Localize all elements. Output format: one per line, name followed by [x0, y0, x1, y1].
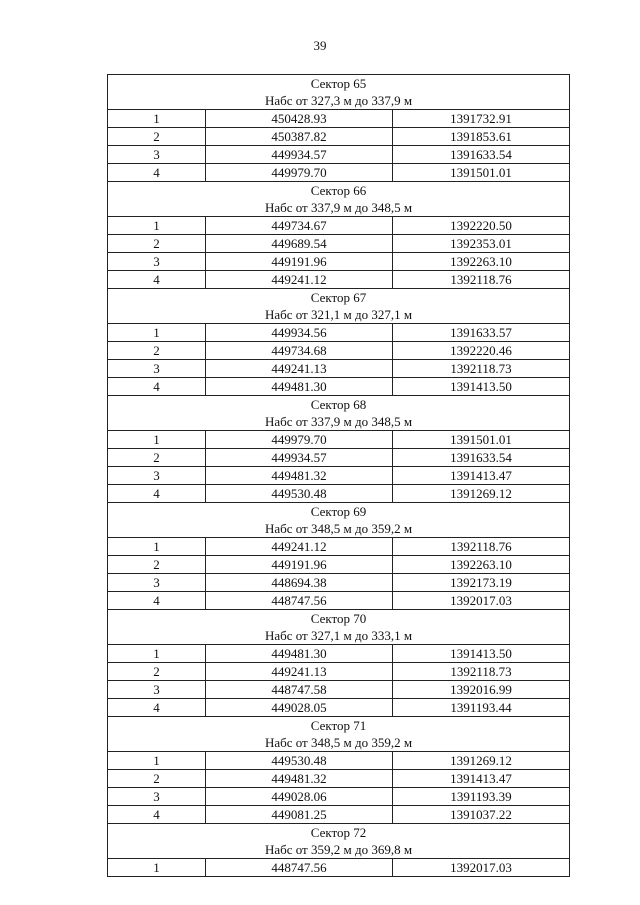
- sector-title: Сектор 67: [310, 290, 367, 305]
- sector-header-row: [108, 396, 570, 431]
- point-number-cell: 2: [108, 128, 206, 146]
- sector-range: Набс от 348,5 м до 359,2 м: [264, 521, 413, 536]
- x-coordinate-cell: 449934.57: [206, 449, 393, 467]
- y-coordinate-cell: 1392016.99: [393, 681, 570, 699]
- table-row: [108, 342, 570, 360]
- x-coordinate-cell: 449934.57: [206, 146, 393, 164]
- sector-header: [108, 610, 570, 645]
- y-coordinate-cell: 1391269.12: [393, 752, 570, 770]
- x-coordinate-cell: 449481.30: [206, 645, 393, 663]
- point-number-cell: 3: [108, 253, 206, 271]
- table-row: [108, 164, 570, 182]
- table-row: [108, 485, 570, 503]
- x-coordinate-cell: 448747.56: [206, 592, 393, 610]
- table-row: [108, 645, 570, 663]
- sector-title: Сектор 66: [310, 183, 367, 198]
- table-row: [108, 217, 570, 235]
- sector-range: Набс от 337,9 м до 348,5 м: [264, 414, 413, 429]
- x-coordinate-cell: 449530.48: [206, 752, 393, 770]
- y-coordinate-cell: 1391037.22: [393, 806, 570, 824]
- x-coordinate-cell: 448747.56: [206, 859, 393, 877]
- y-coordinate-cell: 1392118.73: [393, 663, 570, 681]
- sector-header: [108, 717, 570, 752]
- table-row: [108, 146, 570, 164]
- y-coordinate-cell: 1392220.50: [393, 217, 570, 235]
- sector-header: [108, 182, 570, 217]
- x-coordinate-cell: 449241.13: [206, 360, 393, 378]
- table-row: [108, 663, 570, 681]
- x-coordinate-cell: 449241.12: [206, 271, 393, 289]
- y-coordinate-cell: 1392017.03: [393, 859, 570, 877]
- point-number-cell: 3: [108, 146, 206, 164]
- page-number: 39: [313, 38, 327, 53]
- x-coordinate-cell: 449934.56: [206, 324, 393, 342]
- point-number-cell: 1: [108, 217, 206, 235]
- y-coordinate-cell: 1392118.73: [393, 360, 570, 378]
- x-coordinate-cell: 449191.96: [206, 253, 393, 271]
- table-row: [108, 235, 570, 253]
- point-number-cell: 1: [108, 859, 206, 877]
- x-coordinate-cell: 448694.38: [206, 574, 393, 592]
- point-number-cell: 3: [108, 574, 206, 592]
- x-coordinate-cell: 449191.96: [206, 556, 393, 574]
- point-number-cell: 3: [108, 467, 206, 485]
- y-coordinate-cell: 1391413.50: [393, 378, 570, 396]
- sector-title: Сектор 71: [310, 718, 367, 733]
- y-coordinate-cell: 1392118.76: [393, 538, 570, 556]
- sector-range: Набс от 359,2 м до 369,8 м: [264, 842, 413, 857]
- table-row: [108, 681, 570, 699]
- y-coordinate-cell: 1391193.39: [393, 788, 570, 806]
- point-number-cell: 4: [108, 164, 206, 182]
- table-row: [108, 770, 570, 788]
- table-row: [108, 752, 570, 770]
- y-coordinate-cell: 1391269.12: [393, 485, 570, 503]
- point-number-cell: 1: [108, 752, 206, 770]
- coordinates-table-body: [108, 75, 570, 877]
- sector-title: Сектор 69: [310, 504, 367, 519]
- sector-header-row: [108, 75, 570, 110]
- y-coordinate-cell: 1392220.46: [393, 342, 570, 360]
- point-number-cell: 1: [108, 538, 206, 556]
- point-number-cell: 3: [108, 360, 206, 378]
- point-number-cell: 1: [108, 324, 206, 342]
- x-coordinate-cell: 449481.32: [206, 770, 393, 788]
- sector-header: [108, 824, 570, 859]
- sector-title: Сектор 70: [310, 611, 367, 626]
- y-coordinate-cell: 1392173.19: [393, 574, 570, 592]
- y-coordinate-cell: 1391501.01: [393, 164, 570, 182]
- x-coordinate-cell: 450387.82: [206, 128, 393, 146]
- table-row: [108, 806, 570, 824]
- x-coordinate-cell: 450428.93: [206, 110, 393, 128]
- point-number-cell: 1: [108, 431, 206, 449]
- x-coordinate-cell: 448747.58: [206, 681, 393, 699]
- sector-range: Набс от 321,1 м до 327,1 м: [264, 307, 413, 322]
- table-row: [108, 538, 570, 556]
- point-number-cell: 4: [108, 271, 206, 289]
- sector-range: Набс от 327,3 м до 337,9 м: [264, 93, 413, 108]
- table-row: [108, 431, 570, 449]
- table-row: [108, 574, 570, 592]
- point-number-cell: 4: [108, 592, 206, 610]
- y-coordinate-cell: 1392263.10: [393, 253, 570, 271]
- sector-range: Набс от 337,9 м до 348,5 м: [264, 200, 413, 215]
- sector-header-row: [108, 182, 570, 217]
- point-number-cell: 2: [108, 342, 206, 360]
- point-number-cell: 2: [108, 663, 206, 681]
- y-coordinate-cell: 1392353.01: [393, 235, 570, 253]
- x-coordinate-cell: 449734.67: [206, 217, 393, 235]
- y-coordinate-cell: 1391501.01: [393, 431, 570, 449]
- y-coordinate-cell: 1391853.61: [393, 128, 570, 146]
- y-coordinate-cell: 1392118.76: [393, 271, 570, 289]
- x-coordinate-cell: 449028.06: [206, 788, 393, 806]
- sector-header: [108, 396, 570, 431]
- y-coordinate-cell: 1391732.91: [393, 110, 570, 128]
- y-coordinate-cell: 1392017.03: [393, 592, 570, 610]
- point-number-cell: 4: [108, 806, 206, 824]
- sector-header-row: [108, 503, 570, 538]
- table-row: [108, 449, 570, 467]
- point-number-cell: 2: [108, 235, 206, 253]
- point-number-cell: 4: [108, 699, 206, 717]
- y-coordinate-cell: 1391413.47: [393, 467, 570, 485]
- point-number-cell: 1: [108, 110, 206, 128]
- x-coordinate-cell: 449530.48: [206, 485, 393, 503]
- point-number-cell: 1: [108, 645, 206, 663]
- sector-header: [108, 75, 570, 110]
- table-row: [108, 360, 570, 378]
- x-coordinate-cell: 449481.30: [206, 378, 393, 396]
- x-coordinate-cell: 449734.68: [206, 342, 393, 360]
- point-number-cell: 2: [108, 556, 206, 574]
- point-number-cell: 2: [108, 449, 206, 467]
- y-coordinate-cell: 1391413.50: [393, 645, 570, 663]
- x-coordinate-cell: 449241.13: [206, 663, 393, 681]
- point-number-cell: 2: [108, 770, 206, 788]
- x-coordinate-cell: 449028.05: [206, 699, 393, 717]
- sector-title: Сектор 65: [310, 76, 367, 91]
- sector-range: Набс от 327,1 м до 333,1 м: [264, 628, 413, 643]
- table-row: [108, 253, 570, 271]
- y-coordinate-cell: 1391633.54: [393, 449, 570, 467]
- sector-title: Сектор 68: [310, 397, 367, 412]
- x-coordinate-cell: 449081.25: [206, 806, 393, 824]
- table-row: [108, 324, 570, 342]
- sector-title: Сектор 72: [310, 825, 367, 840]
- x-coordinate-cell: 449979.70: [206, 164, 393, 182]
- sector-header-row: [108, 610, 570, 645]
- table-row: [108, 699, 570, 717]
- table-row: [108, 859, 570, 877]
- x-coordinate-cell: 449481.32: [206, 467, 393, 485]
- table-row: [108, 788, 570, 806]
- point-number-cell: 3: [108, 788, 206, 806]
- y-coordinate-cell: 1391193.44: [393, 699, 570, 717]
- sector-header: [108, 503, 570, 538]
- coordinates-table: [107, 74, 570, 877]
- table-row: [108, 128, 570, 146]
- table-row: [108, 378, 570, 396]
- point-number-cell: 4: [108, 485, 206, 503]
- sector-range: Набс от 348,5 м до 359,2 м: [264, 735, 413, 750]
- sector-header-row: [108, 289, 570, 324]
- x-coordinate-cell: 449979.70: [206, 431, 393, 449]
- table-row: [108, 467, 570, 485]
- table-row: [108, 592, 570, 610]
- x-coordinate-cell: 449689.54: [206, 235, 393, 253]
- point-number-cell: 3: [108, 681, 206, 699]
- point-number-cell: 4: [108, 378, 206, 396]
- table-row: [108, 271, 570, 289]
- sector-header-row: [108, 824, 570, 859]
- y-coordinate-cell: 1391633.54: [393, 146, 570, 164]
- table-row: [108, 556, 570, 574]
- y-coordinate-cell: 1391413.47: [393, 770, 570, 788]
- sector-header-row: [108, 717, 570, 752]
- x-coordinate-cell: 449241.12: [206, 538, 393, 556]
- table-row: [108, 110, 570, 128]
- y-coordinate-cell: 1391633.57: [393, 324, 570, 342]
- y-coordinate-cell: 1392263.10: [393, 556, 570, 574]
- sector-header: [108, 289, 570, 324]
